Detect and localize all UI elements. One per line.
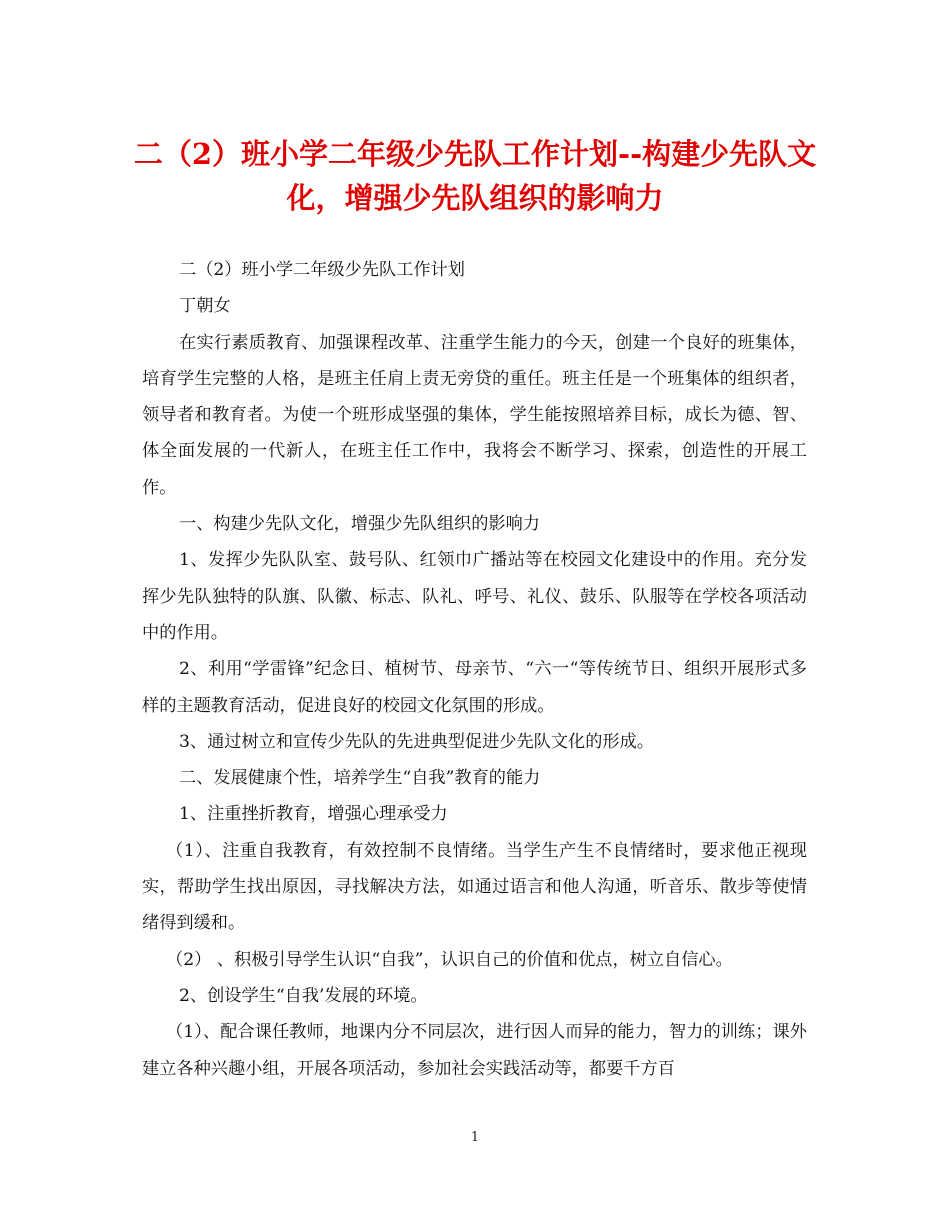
document-body [142, 252, 807, 1087]
section-heading-2: 二、发展健康个性，培养学生“自我”教育的能力 [179, 768, 541, 789]
page-number: 1 [470, 1130, 480, 1145]
paragraph-item: 3、通过树立和宣传少先队的先进典型促进少先队文化的形成。 [179, 731, 655, 752]
paragraph-item: 1、发挥少先队队室、鼓号队、红领巾广播站等在校园文化建设中的作用。充分发挥少先队独特的队旗、队徽、标志、队礼、呼号、礼仪、鼓乐、队服等在学校各项活动中的作用。 [142, 550, 807, 643]
paragraph-item: 2、创设学生“自我’发展的环境。 [179, 985, 428, 1006]
paragraph-subitem: （2） 、积极引导学生认识“自我”，认识自己的价值和优点，树立自信心。 [166, 949, 733, 970]
section-heading-1: 一、构建少先队文化，增强少先队组织的影响力 [179, 514, 540, 535]
paragraph-item: 2、利用“学雷锋”纪念日、植树节、母亲节、“六一“等传统节日、组织开展形式多样的主题教育活动，促进良好的校园文化氛围的形成。 [142, 659, 807, 716]
paragraph-subtitle: 二（2）班小学二年级少先队工作计划 [179, 260, 465, 280]
paragraph-item: 1、注重挫折教育，增强心理承受力 [179, 804, 448, 825]
paragraph-subitem: （1）、注重自我教育，有效控制不良情绪。当学生产生不良情绪时，要求他正视现实，帮助学生找出原因，寻找解决方法，如通过语言和他人沟通，听音乐、散步等使情绪得到缓和。 [142, 840, 807, 934]
paragraph-author: 丁朝女 [179, 296, 231, 317]
paragraph-subitem: （1）、配合课任教师，地课内分不同层次，进行因人而异的能力，智力的训练；课外建立各种兴趣小组，开展各项活动，参加社会实践活动等，都要千方百 [142, 1022, 807, 1079]
paragraph-intro: 在实行素质教育、加强课程改革、注重学生能力的今天，创建一个良好的班集体，培育学生完整的人格，是班主任肩上责无旁贷的重任。班主任是一个班集体的组织者，领导者和教育者。为使一个班形成坚强的集体，学生能按照培养目标，成长为德、智、体全面发展的一代新人，在班主任工作中，我将会不断学习、探索，创造性的开展工作。 [142, 332, 807, 498]
document-title: 二（2）班小学二年级少先队工作计划--构建少先队文化，增强少先队组织的影响力 [133, 137, 817, 215]
